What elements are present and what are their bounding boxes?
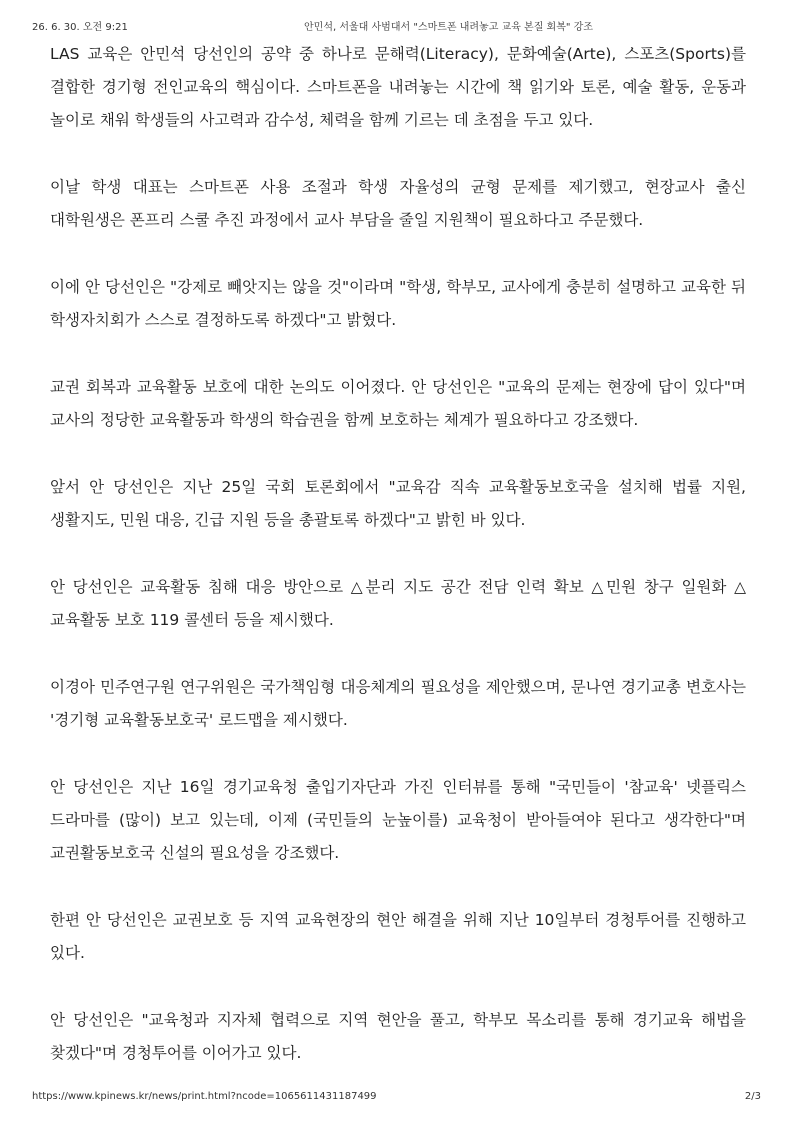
- article-paragraph: LAS 교육은 안민석 당선인의 공약 중 하나로 문해력(Literacy), 문화예술(Arte), 스포츠(Sports)를 결합한 경기형 전인교육의 핵심이다. 스마트폰을 내려놓는 시간에 책 읽기와 토론, 예술 활동, 운동과 놀이로 채워 학생들의 사고력과 감수성, 체력을 함께 기르는 데 초점을 두고 있다.: [50, 45, 746, 129]
- page-number: 2/3: [744, 1091, 761, 1102]
- article-title: 안민석, 서울대 사범대서 "스마트폰 내려놓고 교육 본질 회복" 강조: [304, 22, 593, 33]
- article-paragraph: 안 당선인은 교육활동 침해 대응 방안으로 △분리 지도 공간 전담 인력 확보 △민원 창구 일원화 △교육활동 보호 119 콜센터 등을 제시했다.: [50, 578, 746, 629]
- article-paragraph: 이에 안 당선인은 "강제로 빼앗지는 않을 것"이라며 "학생, 학부모, 교사에게 충분히 설명하고 교육한 뒤 학생자치회가 스스로 결정하도록 하겠다"고 밝혔다.: [50, 278, 746, 329]
- article-paragraph: 이경아 민주연구원 연구위원은 국가책임형 대응체계의 필요성을 제안했으며, 문나연 경기교총 변호사는 '경기형 교육활동보호국' 로드맵을 제시했다.: [50, 678, 746, 729]
- print-date: 26. 6. 30. 오전 9:21: [32, 22, 128, 33]
- article-body: [50, 38, 746, 1070]
- article-paragraph: 이날 학생 대표는 스마트폰 사용 조절과 학생 자율성의 균형 문제를 제기했고, 현장교사 출신 대학원생은 폰프리 스쿨 추진 과정에서 교사 부담을 줄일 지원책이 필요하다고 주문했다.: [50, 178, 746, 229]
- print-footer: [32, 1090, 761, 1104]
- print-header: [32, 21, 761, 35]
- article-paragraph: 안 당선인은 지난 16일 경기교육청 출입기자단과 가진 인터뷰를 통해 "국민들이 '참교육' 넷플릭스 드라마를 (많이) 보고 있는데, 이제 (국민들의 눈높이를) 교육청이 받아들여야 된다고 생각한다"며 교권활동보호국 신설의 필요성을 강조했다.: [50, 778, 746, 862]
- article-paragraph: 안 당선인은 "교육청과 지자체 협력으로 지역 현안을 풀고, 학부모 목소리를 통해 경기교육 해법을 찾겠다"며 경청투어를 이어가고 있다.: [50, 1011, 746, 1062]
- article-paragraph: 한편 안 당선인은 교권보호 등 지역 교육현장의 현안 해결을 위해 지난 10일부터 경청투어를 진행하고 있다.: [50, 911, 746, 962]
- article-paragraph: 앞서 안 당선인은 지난 25일 국회 토론회에서 "교육감 직속 교육활동보호국을 설치해 법률 지원, 생활지도, 민원 대응, 긴급 지원 등을 총괄토록 하겠다"고 밝힌 바 있다.: [50, 478, 746, 529]
- page-url: https://www.kpinews.kr/news/print.html?ncode=1065611431187499: [32, 1091, 377, 1102]
- article-paragraph: 교권 회복과 교육활동 보호에 대한 논의도 이어졌다. 안 당선인은 "교육의 문제는 현장에 답이 있다"며 교사의 정당한 교육활동과 학생의 학습권을 함께 보호하는 체계가 필요하다고 강조했다.: [50, 378, 746, 429]
